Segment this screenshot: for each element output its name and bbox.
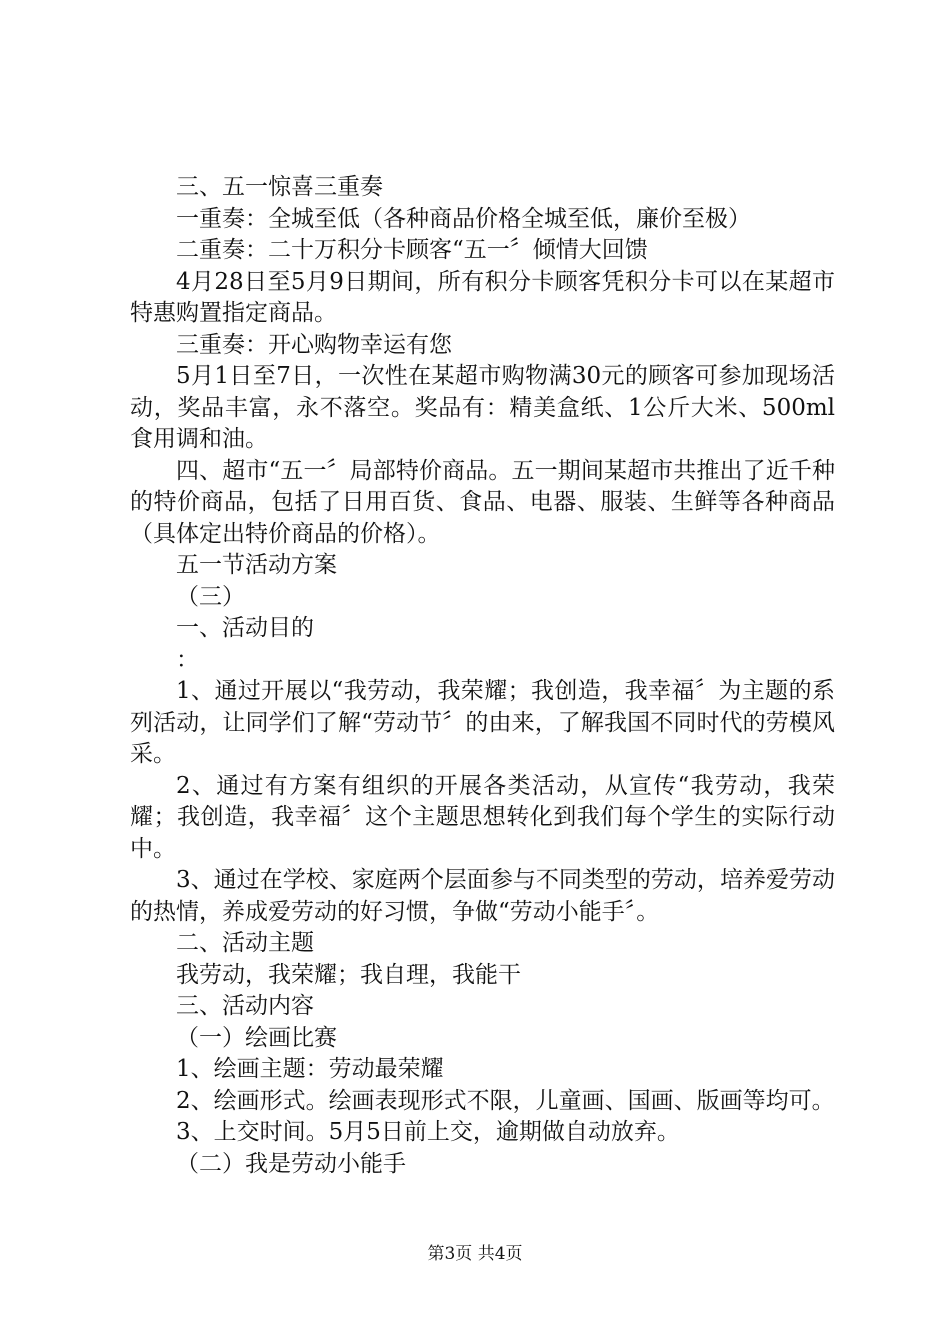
subheading: （一）绘画比赛 <box>176 1024 337 1051</box>
paragraph: 2、通过有方案有组织的开展各类活动，从宣传“我劳动，我荣耀；我创造，我幸福〞这个主题思想转化到我们每个学生的实际行动中。 <box>130 772 835 862</box>
subheading: （二）我是劳动小能手 <box>176 1150 406 1177</box>
paragraph: 3、通过在学校、家庭两个层面参与不同类型的劳动，培养爱劳动的热情，养成爱劳动的好习惯，争做“劳动小能手〞。 <box>130 867 835 925</box>
paragraph: ： <box>176 646 199 673</box>
paragraph: 1、绘画主题：劳动最荣耀 <box>176 1056 444 1082</box>
paragraph: 1、通过开展以“我劳动，我荣耀；我创造，我幸福〞为主题的系列活动，让同学们了解“劳动节〞的由来，了解我国不同时代的劳模风采。 <box>130 678 835 767</box>
page-footer: 第3页 共4页 <box>427 1244 523 1264</box>
paragraph: 二重奏：二十万积分卡顾客“五一〞倾情大回馈 <box>176 237 648 263</box>
paragraph: 我劳动，我荣耀；我自理，我能干 <box>176 961 521 988</box>
heading: 三、活动内容 <box>176 993 314 1019</box>
paragraph: 四、超市“五一〞局部特价商品。五一期间某超市共推出了近千种的特价商品，包括了日用百货、食品、电器、服装、生鲜等各种商品（具体定出特价商品的价格）。 <box>130 457 835 547</box>
heading: 一、活动目的 <box>176 615 314 641</box>
section-title: 五一节活动方案 <box>176 552 337 578</box>
document-body <box>130 172 835 1180</box>
section-number: （三） <box>176 583 245 610</box>
paragraph: 4月28日至5月9日期间，所有积分卡顾客凭积分卡可以在某超市特惠购置指定商品。 <box>130 268 835 326</box>
paragraph: 三、五一惊喜三重奏 <box>176 174 383 200</box>
heading: 二、活动主题 <box>176 930 314 956</box>
paragraph: 一重奏：全城至低（各种商品价格全城至低，廉价至极） <box>176 205 751 232</box>
paragraph: 三重奏：开心购物幸运有您 <box>176 331 452 358</box>
paragraph: 5月1日至7日，一次性在某超市购物满30元的顾客可参加现场活动，奖品丰富，永不落空。奖品有：精美盒纸、1公斤大米、500ml食用调和油。 <box>130 363 835 452</box>
paragraph: 3、上交时间。5月5日前上交，逾期做自动放弃。 <box>176 1119 680 1145</box>
paragraph: 2、绘画形式。绘画表现形式不限，儿童画、国画、版画等均可。 <box>176 1087 835 1114</box>
